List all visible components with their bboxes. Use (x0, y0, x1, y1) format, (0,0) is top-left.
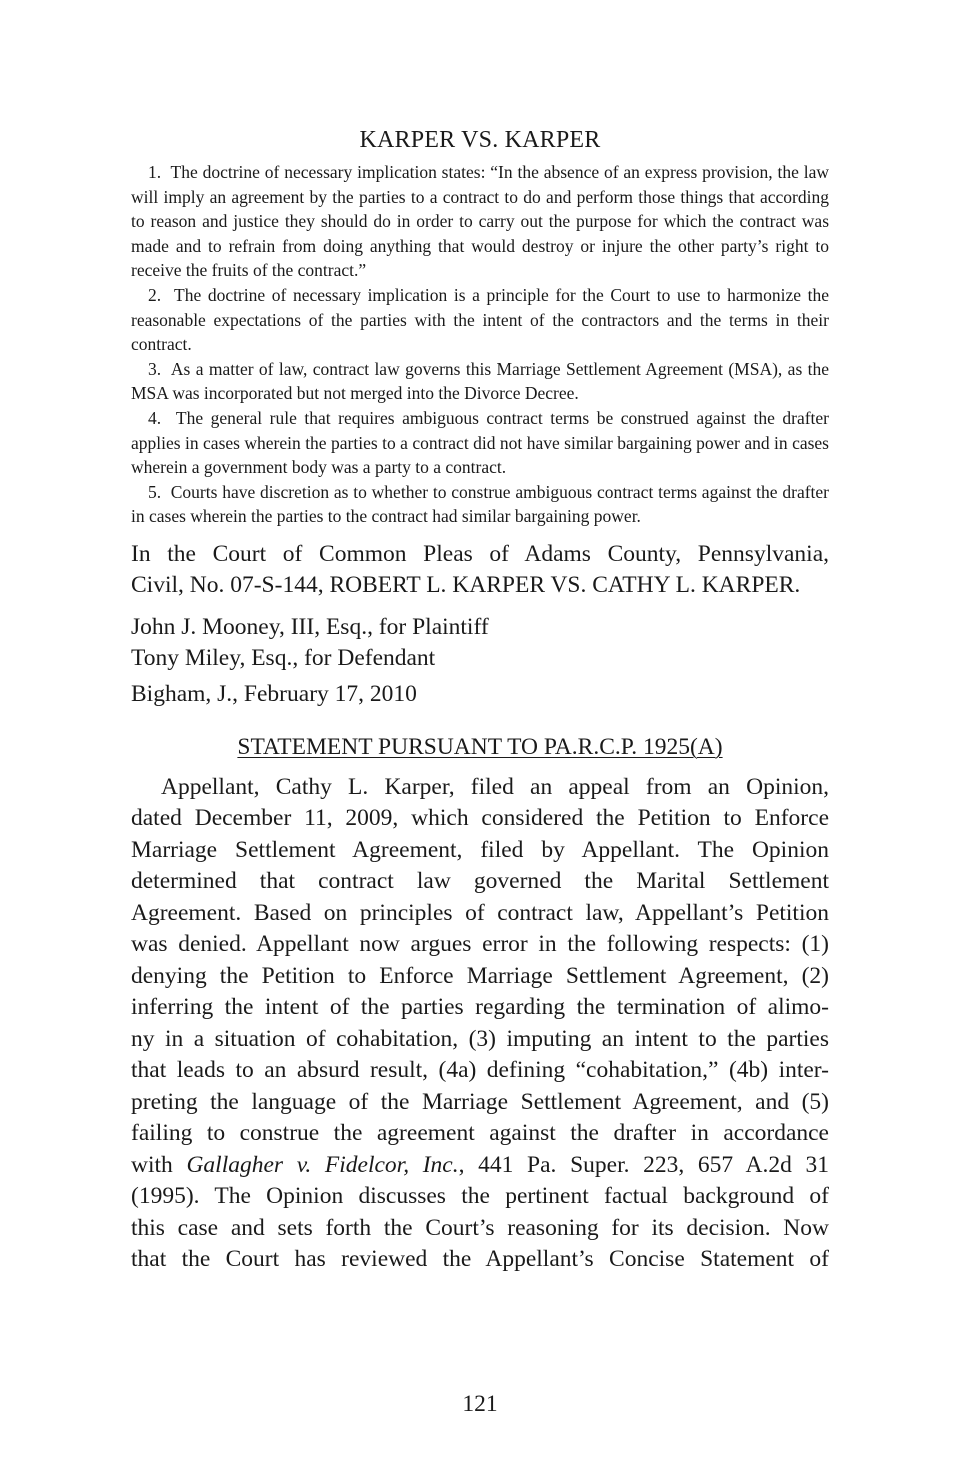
body-line: Appellant, Cathy L. Karper, filed an appeal from an Opinion, (161, 773, 829, 800)
body-line: that the Court has reviewed the Appellant’s Concise Statement of (131, 1246, 829, 1273)
cite-suffix: , 441 Pa. Super. 223, 657 A.2d 31 (458, 1151, 829, 1178)
headnote-4: 4. The general rule that requires ambiguous contract terms be construed against the drafter applies in cases wherein the parties to a contract did not have similar bargaining power and in cases wherein a government body was a party to a contract. (131, 407, 829, 478)
body-line: Marriage Settlement Agreement, filed by Appellant. The Opinion (131, 836, 829, 863)
document-page (131, 120, 829, 1276)
case-caption (131, 539, 829, 601)
opinion-body (131, 772, 829, 1276)
body-line: inferring the intent of the parties regarding the termination of alimo- (131, 994, 829, 1021)
body-line: ny in a situation of cohabitation, (3) imputing an intent to the parties (131, 1025, 829, 1052)
case-citation-name: Gallagher v. Fidelcor, Inc. (186, 1151, 459, 1178)
body-line: failing to construe the agreement against the drafter in accordance (131, 1120, 829, 1147)
caption-line-1: In the Court of Common Pleas of Adams County, Pennsylvania, (131, 540, 829, 567)
citation-line (131, 1150, 829, 1182)
body-line: was denied. Appellant now argues error in the following respects: (1) (131, 931, 829, 958)
body-line: denying the Petition to Enforce Marriage Settlement Agreement, (2) (131, 962, 829, 989)
body-line: preting the language of the Marriage Settlement Agreement, and (5) (131, 1088, 829, 1115)
body-line: Agreement. Based on principles of contract law, Appellant’s Petition (131, 899, 829, 926)
plaintiff-counsel: John J. Mooney, III, Esq., for Plaintiff (131, 613, 489, 640)
running-header: KARPER VS. KARPER (359, 127, 601, 153)
body-line: that leads to an absurd result, (4a) defining “cohabitation,” (4b) inter- (131, 1057, 829, 1084)
counsel-block (131, 612, 829, 674)
caption-line-2: Civil, No. 07-S-144, ROBERT L. KARPER VS. CATHY L. KARPER. (131, 571, 801, 598)
headnote-3: 3. As a matter of law, contract law governs this Marriage Settlement Agreement (MSA), as the MSA was incorporated but not merged into the Divorce Decree. (131, 358, 829, 404)
defendant-counsel: Tony Miley, Esq., for Defendant (131, 644, 436, 671)
headnote-2: 2. The doctrine of necessary implication is a principle for the Court to use to harmonize the reasonable expectations of the parties with the intent of the contractors and the terms in their contract. (131, 284, 829, 355)
cite-prefix: with (131, 1151, 173, 1178)
section-title: STATEMENT PURSUANT TO PA.R.C.P. 1925(A) (237, 733, 723, 760)
judge-date-line: Bigham, J., February 17, 2010 (131, 680, 417, 707)
body-line: (1995). The Opinion discusses the pertinent factual background of (131, 1183, 829, 1210)
body-line: determined that contract law governed the Marital Settlement (131, 868, 829, 895)
headnote-1: 1. The doctrine of necessary implication states: “In the absence of an express provision, the law will imply an agreement by the parties to a contract to do and perform those things that according to reason and justice they should do in order to carry out the purpose for which the contract was made and to refrain from doing anything that would destroy or injure the other party’s right to receive the fruits of the contract.” (131, 162, 829, 281)
headnotes (131, 160, 829, 529)
body-line: dated December 11, 2009, which considered the Petition to Enforce (131, 805, 829, 832)
page-number: 121 (462, 1391, 498, 1417)
body-line: this case and sets forth the Court’s reasoning for its decision. Now (131, 1214, 829, 1241)
headnote-5: 5. Courts have discretion as to whether to construe ambiguous contract terms against the drafter in cases wherein the parties to the contract had similar bargaining power. (131, 481, 829, 527)
